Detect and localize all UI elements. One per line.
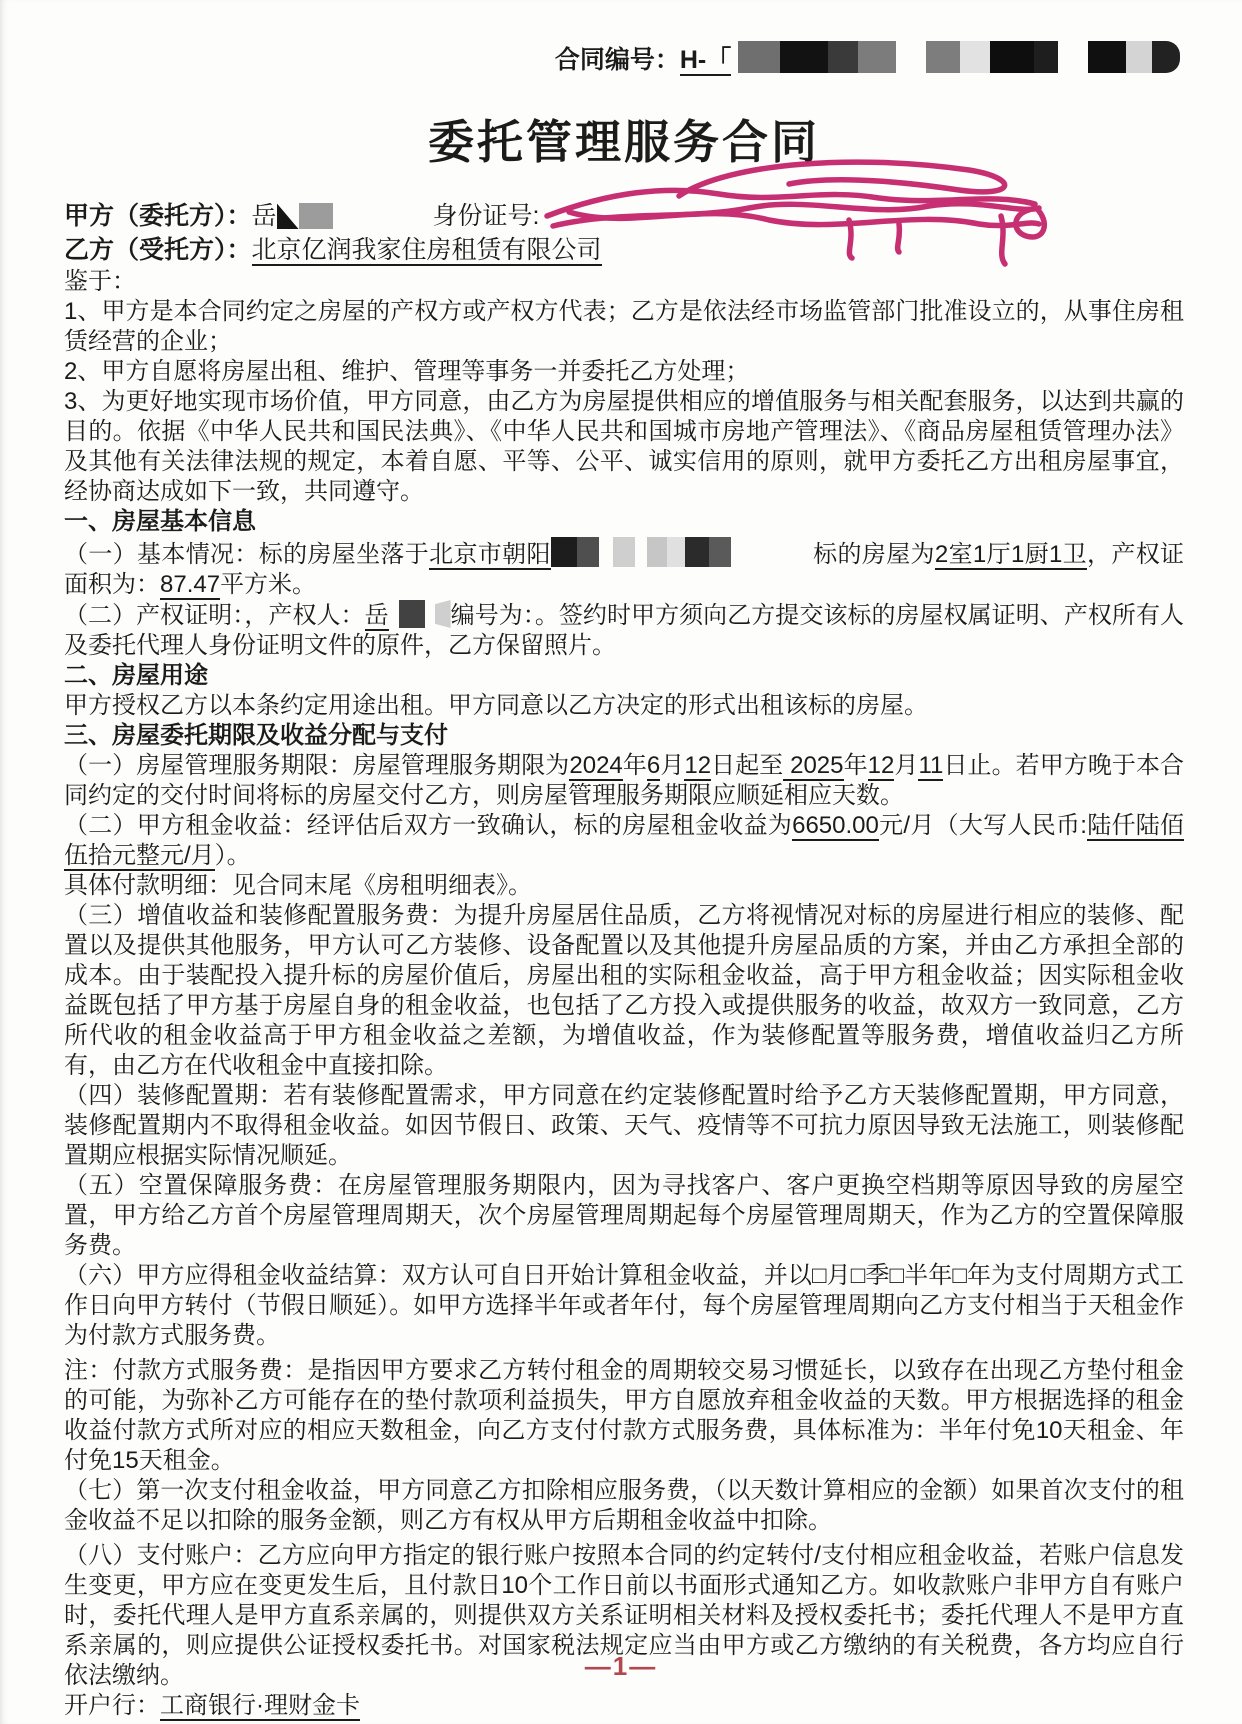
party-a-name: 岳	[251, 202, 277, 230]
section-3-clause-6: （六）甲方应得租金收益结算：双方认可自日开始计算租金收益，并以□月□季□半年□年为支付周期方式工作日向甲方转付（节假日顺延）。如甲方选择半年或者年付，每个房屋管理周期向乙方支付相当于天租金作为付款方式服务费。	[64, 1262, 1184, 1349]
text: 标的房屋为	[812, 541, 935, 568]
owner-value: 岳	[364, 602, 389, 629]
section-2-clause-1: 甲方授权乙方以本条约定用途出租。甲方同意以乙方决定的形式出租该标的房屋。	[64, 692, 928, 719]
preamble-item-3: 3、为更好地实现市场价值，甲方同意，由乙方为房屋提供相应的增值服务与相关配套服务，以达到共赢的目的。依据《中华人民共和国民法典》、《中华人民共和国城市房地产管理法》、《商品房屋租赁管理办法》及其他有关法律法规的规定，本着自愿、平等、公平、诚实信用的原则，就甲方委托乙方出租房屋事宜，经协商达成如下一致，共同遵守。	[64, 388, 1184, 505]
party-a-id-label: 身份证号:	[432, 202, 540, 230]
text: （一）房屋管理服务期限：房屋管理服务期限为	[64, 752, 570, 779]
rent-value-chinese: 陆仟陆佰伍拾元整元/月	[64, 812, 1185, 869]
text: （一）基本情况：标的房屋坐落于	[64, 541, 430, 568]
text: 编号为：。签约时甲方须向乙方提交该标的房屋权属证明、产权所有人及委托代理人身份证明文件的原件，乙方保留照片。	[64, 602, 1185, 659]
party-b-name: 北京亿润我家住房租赁有限公司	[251, 236, 602, 264]
text: ）。	[214, 842, 251, 869]
text: 平方米。	[220, 571, 317, 598]
section-1-heading: 一、房屋基本信息	[64, 508, 256, 535]
section-3-heading: 三、房屋委托期限及收益分配与支付	[64, 722, 448, 749]
section-3-clause-1	[64, 751, 1184, 811]
redaction-block-owner	[389, 600, 451, 628]
ink-scribble-redaction	[539, 196, 1044, 230]
text: 元/月（大写人民币:	[878, 812, 1087, 839]
layout-value: 2室1厅1厨1卫	[934, 541, 1088, 568]
bank-value: 工商银行·理财金卡	[160, 1692, 360, 1719]
document-title: 委托管理服务合同	[428, 116, 820, 168]
preamble-item-1: 1、甲方是本合同约定之房屋的产权方或产权方代表；乙方是依法经市场监管部门批准设立的，从事住房租赁经营的企业；	[64, 298, 1184, 355]
page-content	[64, 40, 1184, 1721]
section-3-clause-4: （四）装修配置期：若有装修配置需求，甲方同意在约定装修配置时给予乙方天装修配置期，甲方同意，装修配置期内不取得租金收益。如因节假日、政策、天气、疫情等不可抗力原因导致无法施工，则装修配置期应根据实际情况顺延。	[64, 1082, 1184, 1169]
area-value: 87.47	[160, 571, 221, 598]
redaction-block-group-2	[926, 41, 1058, 73]
text: 日起至	[711, 752, 784, 779]
section-3-clause-3: （三）增值收益和装修配置服务费：为提升房屋居住品质，乙方将视情况对标的房屋进行相应的装修、配置以及提供其他服务，甲方认可乙方装修、设备配置以及其他提升房屋品质的方案，并由乙方承担全部的成本。由于装配投入提升标的房屋价值后，房屋出租的实际租金收益，高于甲方租金收益；因实际租金收益既包括了甲方基于房屋自身的租金收益，也包括了乙方投入或提供服务的收益，故双方一致同意，乙方所代收的租金收益高于甲方租金收益之差额，为增值收益，作为装修配置等服务费，增值收益归乙方所有，由乙方在代收租金中直接扣除。	[64, 902, 1184, 1079]
text: ，产权证面积为：	[64, 541, 1185, 598]
redaction-block-name	[277, 203, 333, 229]
text: （二）产权证明：，产权人：	[64, 602, 365, 629]
preamble-item-2: 2、甲方自愿将房屋出租、维护、管理等事务一并委托乙方处理；	[64, 358, 750, 385]
party-a-label: 甲方（委托方）：	[64, 202, 252, 230]
location-value: 北京市朝阳	[429, 541, 551, 568]
section-3-note: 注：付款方式服务费：是指因甲方要求乙方转付租金的周期较交易习惯延长，以致存在出现乙方垫付租金的可能，为弥补乙方可能存在的垫付款项利益损失，甲方自愿放弃租金收益的天数。甲方根据选择的租金收益付款方式所对应的相应天数租金，向乙方支付付款方式服务费，具体标准为：半年付免10天租金、年付免15天租金。	[64, 1357, 1184, 1474]
bank-line	[64, 1691, 1184, 1721]
end-month: 12	[867, 752, 895, 779]
rent-value: 6650.00	[792, 812, 879, 839]
preamble-lead: 鉴于：	[64, 268, 136, 295]
party-a-line	[64, 196, 1184, 233]
start-day: 12	[684, 752, 712, 779]
section-3-clause-7: （七）第一次支付租金收益，甲方同意乙方扣除相应服务费，（以天数计算相应的金额）如果首次支付的租金收益不足以扣除的服务金额，则乙方有权从甲方后期租金收益中扣除。	[64, 1477, 1184, 1534]
redaction-block-group-3	[1088, 41, 1180, 73]
section-3-clause-2	[64, 811, 1184, 871]
redaction-block-group-1	[738, 41, 896, 73]
end-year: 2025	[783, 752, 844, 779]
start-month: 6	[646, 752, 661, 779]
section-2-heading: 二、房屋用途	[64, 662, 208, 689]
text: 年	[622, 752, 647, 779]
section-1-clause-2	[64, 600, 1184, 661]
contract-number-label: 合同编号：	[554, 46, 680, 74]
section-3-clause-8: （八）支付账户：乙方应向甲方指定的银行账户按照本合同的约定转付/支付相应租金收益，若账户信息发生变更，甲方应在变更发生后，且付款日10个工作日前以书面形式通知乙方。如收款账户非甲方自有账户时，委托代理人是甲方直系亲属的，则提供双方关系证明相关材料及授权委托书；委托代理人不是甲方直系亲属的，则应提供公证授权委托书。对国家税法规定应当由甲方或乙方缴纳的有关税费，各方均应自行依法缴纳。	[64, 1542, 1184, 1689]
section-3-payment-detail: 具体付款明细：见合同末尾《房租明细表》。	[64, 872, 532, 899]
text: （二）甲方租金收益：经评估后双方一致确认，标的房屋租金收益为	[64, 812, 793, 839]
start-year: 2024	[569, 752, 623, 779]
page-number: —1—	[584, 1651, 658, 1681]
section-1-clause-1	[64, 537, 1184, 600]
party-b-label: 乙方（受托方）：	[64, 236, 252, 264]
text: 月	[660, 752, 685, 779]
text: 日止。若甲方晚于本合同约定的交付时间将标的房屋交付乙方，则房屋管理服务期限应顺延相应天数。	[64, 752, 1185, 809]
contract-number-prefix: H-「	[679, 46, 732, 74]
end-day: 11	[918, 752, 944, 779]
contract-number-line	[64, 40, 1184, 76]
bank-label: 开户行：	[64, 1692, 160, 1719]
text: 年	[843, 752, 868, 779]
redaction-block-address	[551, 537, 731, 567]
section-3-clause-5: （五）空置保障服务费：在房屋管理服务期限内，因为寻找客户、客户更换空档期等原因导致的房屋空置，甲方给乙方首个房屋管理周期天，次个房屋管理周期起每个房屋管理周期天，作为乙方的空置保障服务费。	[64, 1172, 1184, 1259]
text: 月	[894, 752, 919, 779]
